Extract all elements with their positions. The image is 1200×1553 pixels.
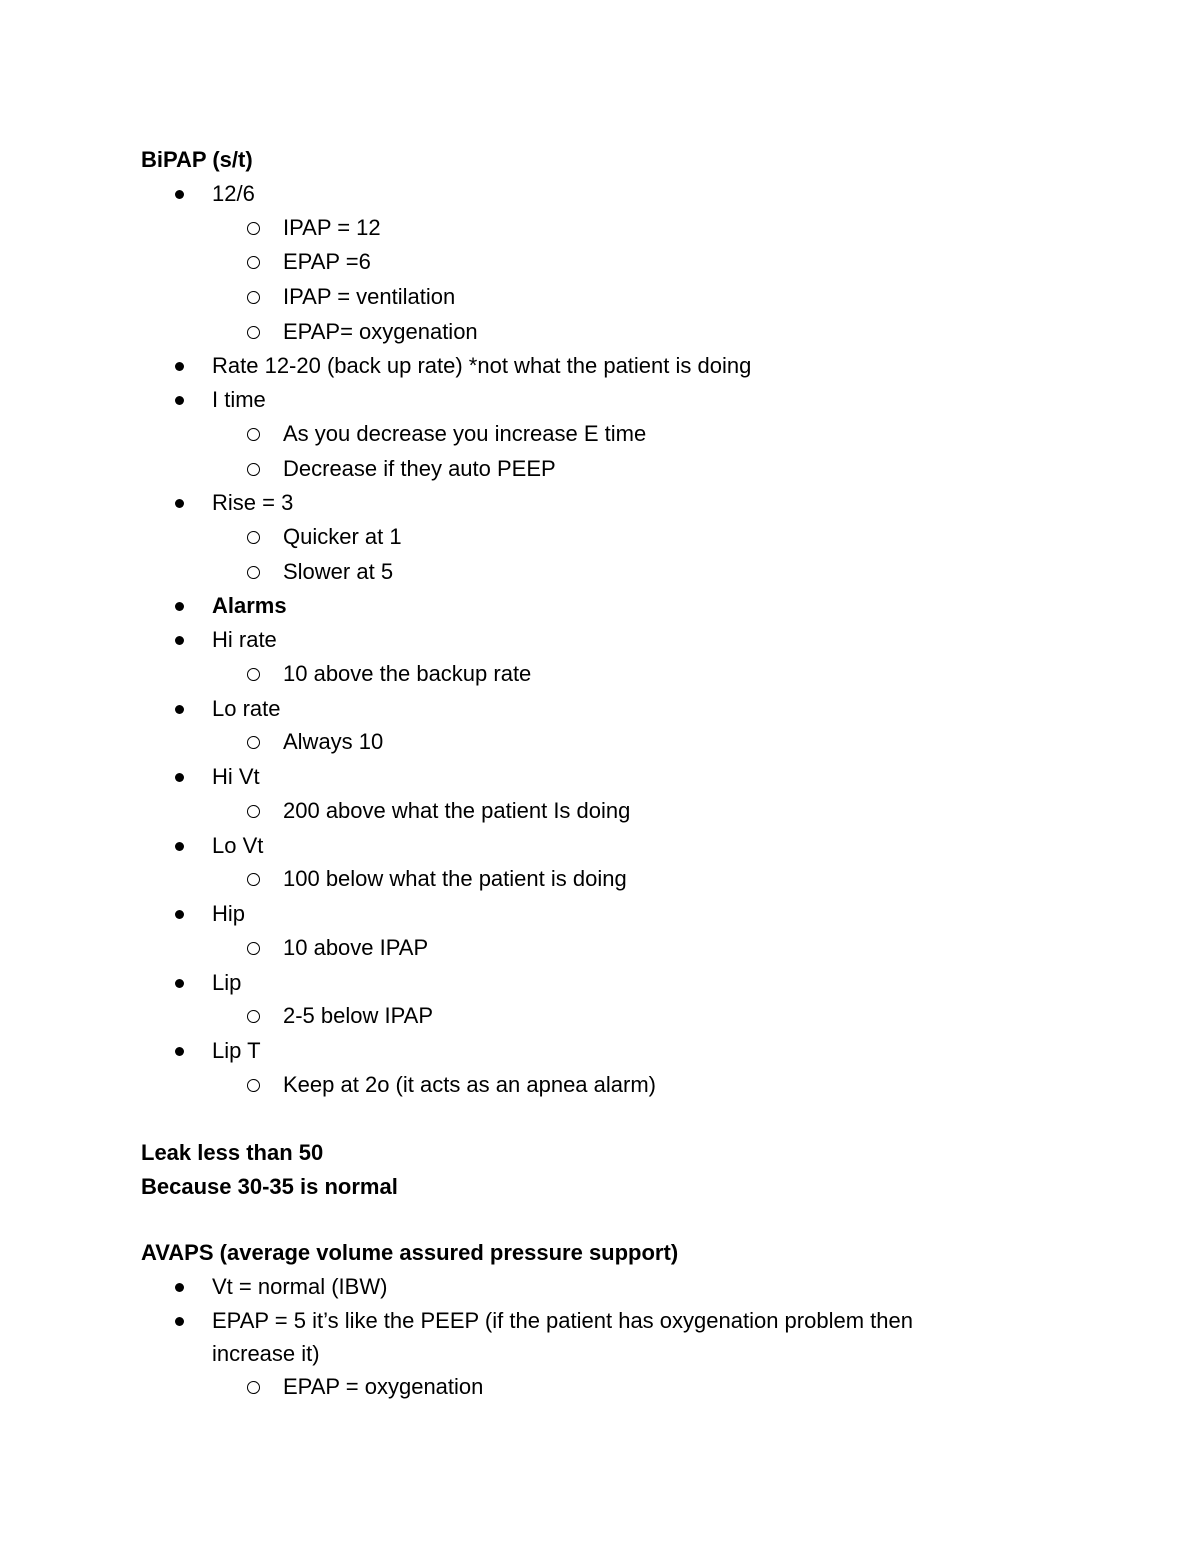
bullet-disc-icon [175, 910, 184, 919]
bullet-circle-icon [247, 805, 260, 818]
bullet-disc-icon [175, 979, 184, 988]
bullet-disc-icon [175, 636, 184, 645]
bullet-disc-icon [175, 190, 184, 199]
bullet-circle-icon [247, 326, 260, 339]
bullet-circle-icon [247, 531, 260, 544]
bullet-disc-icon [175, 499, 184, 508]
bullet-disc-icon [175, 602, 184, 611]
bullet-circle-icon [247, 566, 260, 579]
bullet-circle-icon [247, 668, 260, 681]
bullet-circle-icon [247, 428, 260, 441]
bullet-disc-icon [175, 842, 184, 851]
bullet-circle-icon [247, 736, 260, 749]
bullet-disc-icon [175, 1317, 184, 1326]
bullet-disc-icon [175, 705, 184, 714]
bullet-circle-icon [247, 1079, 260, 1092]
bullet-circle-icon [247, 873, 260, 886]
bullet-circle-icon [247, 942, 260, 955]
bullet-circle-icon [247, 1010, 260, 1023]
bullet-circle-icon [247, 463, 260, 476]
bullet-circle-icon [247, 1381, 260, 1394]
bullet-disc-icon [175, 362, 184, 371]
document-page: BiPAP (s/t) 12/6 IPAP = 12 EPAP =6 IPAP = ventilation EPAP= oxygenation Rate 12-20 (back up rate) *not what the patient is doing I time As you decrease you increase E time Decrease if they auto PEEP Rise = 3 Quicker at 1 Slower at 5 Alarms Hi rate 10 above the backup rate Lo rate Always 10 Hi Vt 200 above what the patient Is doing Lo Vt 100 below what the patient is doing Hip 10 above IPAP Lip 2-5 below IPAP Lip T Keep at 2o (it acts as an apnea alarm) Leak less than 50 Because 30-35 is normal AVAPS (average volume assured pressure support) Vt = normal (IBW) EPAP = 5 it’s like the PEEP (if the patient has oxygenation problem then increase it) EPAP = oxygenation [141, 147, 913, 1399]
bullet-circle-icon [247, 256, 260, 269]
bullet-disc-icon [175, 1283, 184, 1292]
bullet-circle-icon [247, 291, 260, 304]
bullet-disc-icon [175, 396, 184, 405]
bullet-circle-icon [247, 222, 260, 235]
bullet-disc-icon [175, 773, 184, 782]
bullet-disc-icon [175, 1047, 184, 1056]
